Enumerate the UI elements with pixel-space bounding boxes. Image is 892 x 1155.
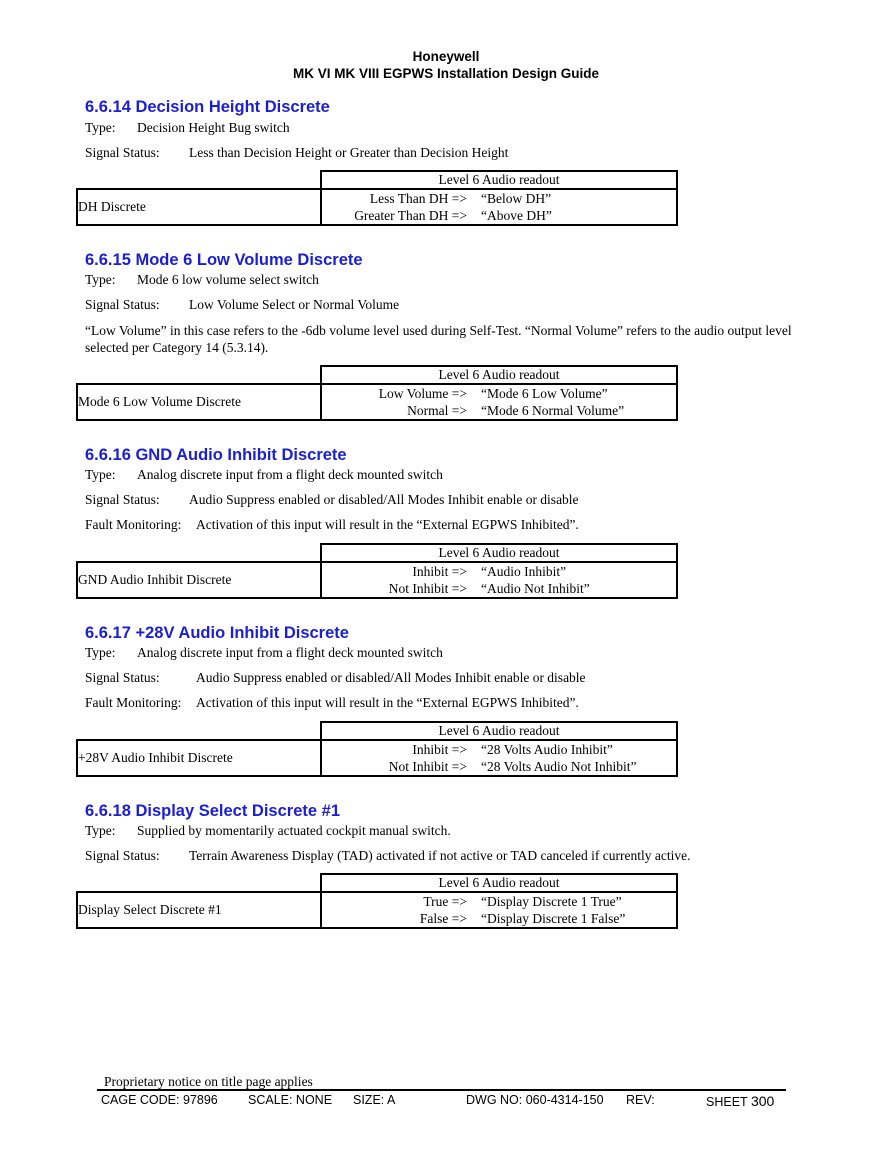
sheet-number: 300 xyxy=(750,1093,775,1109)
discrete-name: +28V Audio Inhibit Discrete xyxy=(77,740,321,776)
readout-row xyxy=(322,207,676,224)
readout-condition: Inhibit => xyxy=(412,742,467,757)
status-value: Terrain Awareness Display (TAD) activated if not active or TAD canceled if currently active. xyxy=(189,848,691,863)
readout-row xyxy=(322,563,676,580)
readout-audio: “Below DH” xyxy=(481,191,552,206)
discrete-name: GND Audio Inhibit Discrete xyxy=(77,562,321,598)
readout-condition: Low Volume => xyxy=(378,386,467,401)
status-label: Signal Status: xyxy=(85,145,160,160)
status-value: Low Volume Select or Normal Volume xyxy=(189,297,400,312)
table-header: Level 6 Audio readout xyxy=(321,874,677,892)
section-title: 6.6.15 Mode 6 Low Volume Discrete xyxy=(85,251,363,269)
readout-audio: “Mode 6 Low Volume” xyxy=(481,386,608,401)
fault-value: Activation of this input will result in the “External EGPWS Inhibited”. xyxy=(196,517,579,532)
revision: REV: xyxy=(626,1093,655,1107)
status-line xyxy=(85,848,690,864)
readout-audio: “28 Volts Audio Not Inhibit” xyxy=(481,759,637,774)
readout-cell xyxy=(321,562,677,598)
sheet xyxy=(706,1093,774,1109)
fault-label: Fault Monitoring: xyxy=(85,517,182,532)
status-line xyxy=(85,297,399,313)
status-line xyxy=(85,492,579,508)
type-value: Supplied by momentarily actuated cockpit manual switch. xyxy=(137,823,451,838)
readout-cell xyxy=(321,189,677,225)
type-label: Type: xyxy=(85,120,116,135)
type-value: Analog discrete input from a flight deck mounted switch xyxy=(137,467,443,482)
scale: SCALE: NONE xyxy=(248,1093,333,1107)
readout-row xyxy=(322,402,676,419)
readout-audio: “Display Discrete 1 False” xyxy=(481,911,626,926)
readout-row xyxy=(322,910,676,927)
status-label: Signal Status: xyxy=(85,670,160,685)
status-value: Audio Suppress enabled or disabled/All Modes Inhibit enable or disable xyxy=(196,670,586,685)
readout-row xyxy=(322,190,676,207)
type-label: Type: xyxy=(85,645,116,660)
readout-row xyxy=(322,758,676,775)
cage-code: CAGE CODE: 97896 xyxy=(101,1093,218,1107)
fault-line xyxy=(85,695,579,711)
section-title: 6.6.14 Decision Height Discrete xyxy=(85,98,330,116)
status-label: Signal Status: xyxy=(85,492,160,507)
readout-cell xyxy=(321,740,677,776)
drawing-number: DWG NO: 060-4314-150 xyxy=(466,1093,604,1107)
readout-audio: “Display Discrete 1 True” xyxy=(481,894,622,909)
fault-value: Activation of this input will result in the “External EGPWS Inhibited”. xyxy=(196,695,579,710)
readout-row xyxy=(322,385,676,402)
readout-condition: Less Than DH => xyxy=(369,191,467,206)
type-line xyxy=(85,645,443,661)
note-paragraph: “Low Volume” in this case refers to the -6db volume level used during Self-Test. “Normal Volume” refers to the audio output level selected per Category 14 (5.3.14). xyxy=(85,323,792,355)
readout-row xyxy=(322,741,676,758)
discrete-name: Mode 6 Low Volume Discrete xyxy=(77,384,321,420)
table-header: Level 6 Audio readout xyxy=(321,722,677,740)
fault-label: Fault Monitoring: xyxy=(85,695,182,710)
readout-cell xyxy=(321,892,677,928)
document-title: MK VI MK VIII EGPWS Installation Design Guide xyxy=(292,66,600,81)
status-line xyxy=(85,670,586,686)
status-label: Signal Status: xyxy=(85,848,160,863)
readout-condition: False => xyxy=(419,911,467,926)
readout-audio: “Above DH” xyxy=(481,208,552,223)
audio-readout-table xyxy=(76,365,678,421)
table-header: Level 6 Audio readout xyxy=(321,544,677,562)
section-title: 6.6.16 GND Audio Inhibit Discrete xyxy=(85,446,347,464)
status-value: Audio Suppress enabled or disabled/All Modes Inhibit enable or disable xyxy=(189,492,579,507)
readout-condition: Greater Than DH => xyxy=(354,208,467,223)
readout-audio: “Audio Inhibit” xyxy=(481,564,567,579)
readout-condition: Normal => xyxy=(407,403,467,418)
header-company: Honeywell xyxy=(412,49,480,64)
readout-audio: “28 Volts Audio Inhibit” xyxy=(481,742,613,757)
status-label: Signal Status: xyxy=(85,297,160,312)
discrete-name: Display Select Discrete #1 xyxy=(77,892,321,928)
readout-row xyxy=(322,893,676,910)
readout-condition: Not Inhibit => xyxy=(388,759,467,774)
status-value: Less than Decision Height or Greater than Decision Height xyxy=(189,145,509,160)
audio-readout-table xyxy=(76,873,678,929)
readout-audio: “Mode 6 Normal Volume” xyxy=(481,403,625,418)
footer-divider xyxy=(97,1089,786,1091)
readout-audio: “Audio Not Inhibit” xyxy=(481,581,590,596)
type-label: Type: xyxy=(85,823,116,838)
table-header: Level 6 Audio readout xyxy=(321,366,677,384)
audio-readout-table xyxy=(76,170,678,226)
readout-condition: True => xyxy=(423,894,467,909)
readout-cell xyxy=(321,384,677,420)
type-value: Decision Height Bug switch xyxy=(137,120,290,135)
type-line xyxy=(85,272,319,288)
type-line xyxy=(85,120,290,136)
readout-row xyxy=(322,580,676,597)
sheet-label: SHEET xyxy=(706,1095,748,1109)
fault-line xyxy=(85,517,579,533)
section-title: 6.6.18 Display Select Discrete #1 xyxy=(85,802,340,820)
size: SIZE: A xyxy=(353,1093,396,1107)
section-title: 6.6.17 +28V Audio Inhibit Discrete xyxy=(85,624,349,642)
audio-readout-table xyxy=(76,543,678,599)
proprietary-notice: Proprietary notice on title page applies xyxy=(104,1074,313,1089)
type-line xyxy=(85,467,443,483)
type-line xyxy=(85,823,451,839)
type-label: Type: xyxy=(85,272,116,287)
type-value: Mode 6 low volume select switch xyxy=(137,272,319,287)
discrete-name: DH Discrete xyxy=(77,189,321,225)
audio-readout-table xyxy=(76,721,678,777)
type-label: Type: xyxy=(85,467,116,482)
table-header: Level 6 Audio readout xyxy=(321,171,677,189)
readout-condition: Inhibit => xyxy=(412,564,467,579)
readout-condition: Not Inhibit => xyxy=(388,581,467,596)
status-line xyxy=(85,145,508,161)
type-value: Analog discrete input from a flight deck mounted switch xyxy=(137,645,443,660)
